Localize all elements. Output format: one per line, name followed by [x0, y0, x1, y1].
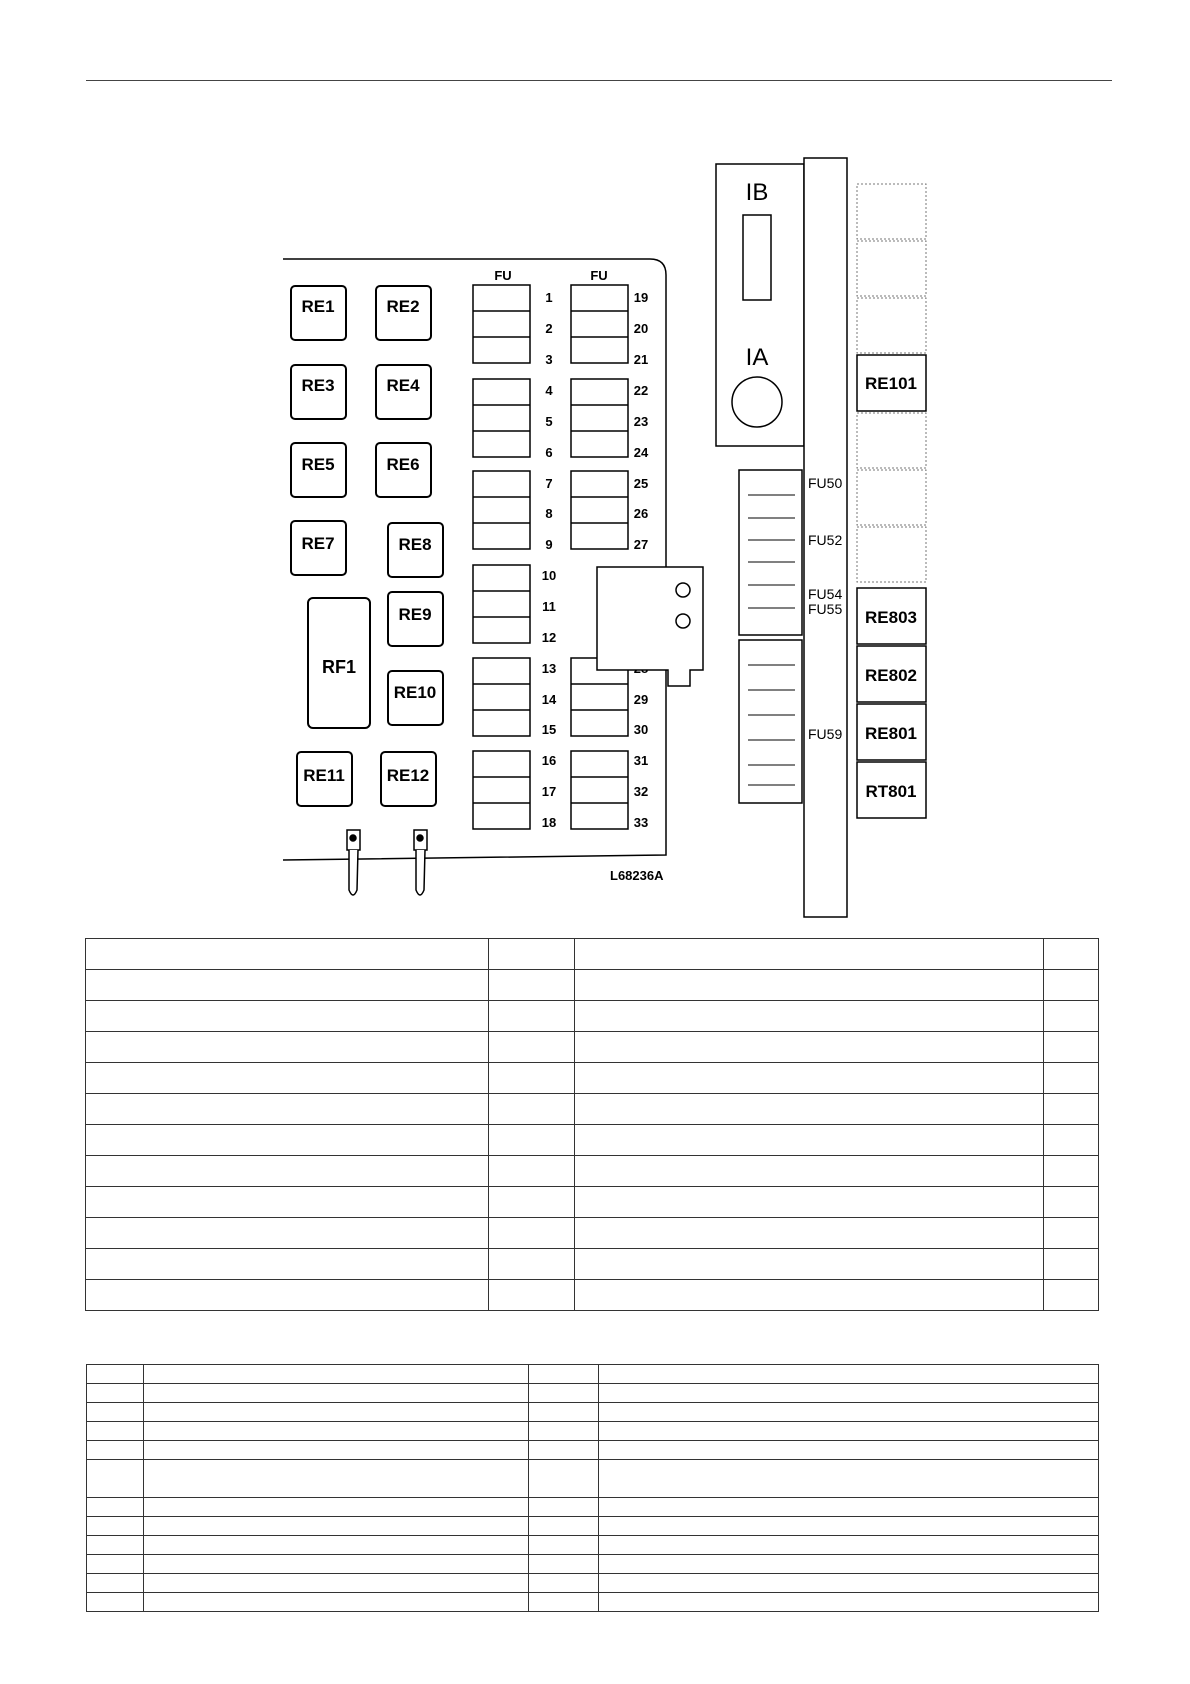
fuse-group-right-3 [571, 471, 628, 549]
table-row [86, 1249, 1099, 1280]
relay-re12 [381, 752, 436, 806]
relay-label-re9: RE9 [398, 605, 432, 624]
relay-label-re10: RE10 [393, 683, 437, 702]
relay-re4 [376, 365, 431, 419]
table-row [86, 970, 1099, 1001]
fuse-number: 25 [633, 476, 649, 491]
fuse-group-left-1 [473, 285, 530, 363]
bracket-hole-icon [676, 583, 690, 597]
side-relay-label-re801: RE801 [865, 724, 917, 743]
fuse-table-1 [85, 938, 1099, 1311]
bracket-hole-icon [676, 614, 690, 628]
fuse-group-right-5 [571, 751, 628, 829]
relay-re11 [297, 752, 352, 806]
fuse-number: 31 [633, 753, 649, 768]
fuse-number: 33 [633, 815, 649, 830]
relay-rf1 [308, 598, 370, 728]
fuse-number: 23 [633, 414, 649, 429]
relay-label-re3: RE3 [301, 376, 335, 395]
table-row [87, 1574, 1099, 1593]
fuse-header-left: FU [494, 268, 512, 283]
fuse-number: 5 [545, 414, 553, 429]
table-row [86, 1001, 1099, 1032]
side-relay-re801 [857, 704, 926, 760]
fuse-number: 26 [633, 506, 649, 521]
relay-label-re8: RE8 [398, 535, 432, 554]
fuse-number: 11 [542, 599, 556, 614]
fuse-number: 15 [541, 722, 557, 737]
ib-label: IB [745, 179, 769, 206]
fuse-number: 18 [541, 815, 557, 830]
table-row [87, 1384, 1099, 1403]
fuse-number: 10 [541, 568, 557, 583]
side-relay-re803 [857, 588, 926, 644]
relay-table-2 [86, 1364, 1099, 1612]
relay-re6 [376, 443, 431, 497]
fuse-group-left-6 [473, 751, 530, 829]
table-row [86, 1125, 1099, 1156]
side-relay-label-re101: RE101 [865, 374, 917, 393]
fuse-number: 2 [545, 321, 553, 336]
relay-re7 [291, 521, 346, 575]
fuse-number: 9 [545, 537, 553, 552]
fuse-number: 3 [545, 352, 553, 367]
ib-slot [743, 215, 771, 300]
figure-code: L68236A [610, 868, 664, 883]
fu52-label: FU52 [808, 532, 843, 548]
relay-label-re1: RE1 [301, 297, 335, 316]
relay-label-re5: RE5 [301, 455, 335, 474]
table-row [86, 1280, 1099, 1311]
fuse-holder-lower [739, 640, 802, 803]
fu54-label: FU54 [808, 586, 843, 602]
fuse-number: 12 [541, 630, 557, 645]
fuse-number: 8 [545, 506, 553, 521]
relay-label-re4: RE4 [386, 376, 420, 395]
fuse-number: 29 [633, 692, 649, 707]
relay-re5 [291, 443, 346, 497]
relay-label-re7: RE7 [301, 534, 335, 553]
fuse-number: 24 [633, 445, 649, 460]
fuse-group-right-2 [571, 379, 628, 457]
fu50-label: FU50 [808, 475, 843, 491]
side-relay-re101 [857, 355, 926, 411]
side-relay-rt801 [857, 762, 926, 818]
relay-re10 [388, 671, 443, 725]
relay-label-re11: RE11 [303, 766, 345, 785]
table-row [87, 1403, 1099, 1422]
table-row [87, 1536, 1099, 1555]
fuse-number: 14 [541, 692, 557, 707]
table-row [86, 1156, 1099, 1187]
fuse-number: 22 [633, 383, 649, 398]
table-row [86, 1187, 1099, 1218]
fuse-number: 17 [541, 784, 557, 799]
relay-re3 [291, 365, 346, 419]
side-relay-label-re803: RE803 [865, 608, 917, 627]
table-row [86, 1094, 1099, 1125]
fuse-group-left-5 [473, 658, 530, 736]
relay-label-re6: RE6 [386, 455, 420, 474]
side-relay-re802 [857, 646, 926, 702]
fuse-number: 32 [633, 784, 649, 799]
fuse-number: 1 [545, 290, 553, 305]
table-row [87, 1517, 1099, 1536]
fuse-number: 20 [633, 321, 649, 336]
relay-re8 [388, 523, 443, 577]
table-row [87, 1555, 1099, 1574]
fuse-header-right: FU [590, 268, 608, 283]
fuse-number: 19 [633, 290, 649, 305]
fuse-number: 13 [541, 661, 557, 676]
relay-label-re12: RE12 [386, 766, 430, 785]
table-row [87, 1441, 1099, 1460]
table-row [86, 939, 1099, 970]
fuse-number: 27 [633, 537, 649, 552]
connector-pin-left [347, 830, 360, 895]
ia-circle [732, 377, 782, 427]
fuse-number: 7 [545, 476, 553, 491]
side-relay-label-rt801: RT801 [865, 782, 917, 801]
connector-pin-right [414, 830, 427, 895]
fuse-group-right-1 [571, 285, 628, 363]
relay-re2 [376, 286, 431, 340]
relay-label-re2: RE2 [386, 297, 420, 316]
fuse-number: 21 [633, 352, 649, 367]
left-fuse-numbers [542, 290, 557, 830]
side-relay-label-re802: RE802 [865, 666, 917, 685]
right-fuse-numbers [634, 290, 649, 830]
table-row [87, 1422, 1099, 1441]
table-row [87, 1365, 1099, 1384]
fuse-number: 16 [541, 753, 557, 768]
fuse-number: 6 [545, 445, 553, 460]
rf1-label: RF1 [321, 657, 357, 677]
table-row [87, 1498, 1099, 1517]
table-row [87, 1593, 1099, 1612]
table-row [86, 1063, 1099, 1094]
fuse-number: 30 [633, 722, 649, 737]
fu59-label: FU59 [808, 726, 843, 742]
table-row [86, 1218, 1099, 1249]
fuse-group-left-3 [473, 471, 530, 549]
table-row [87, 1460, 1099, 1498]
ia-label: IA [745, 344, 769, 371]
relay-re9 [388, 592, 443, 646]
fuse-number: 4 [545, 383, 553, 398]
fuse-group-left-2 [473, 379, 530, 457]
fuse-group-left-4 [473, 565, 530, 643]
relay-re1 [291, 286, 346, 340]
fu55-label: FU55 [808, 601, 843, 617]
table-row [86, 1032, 1099, 1063]
